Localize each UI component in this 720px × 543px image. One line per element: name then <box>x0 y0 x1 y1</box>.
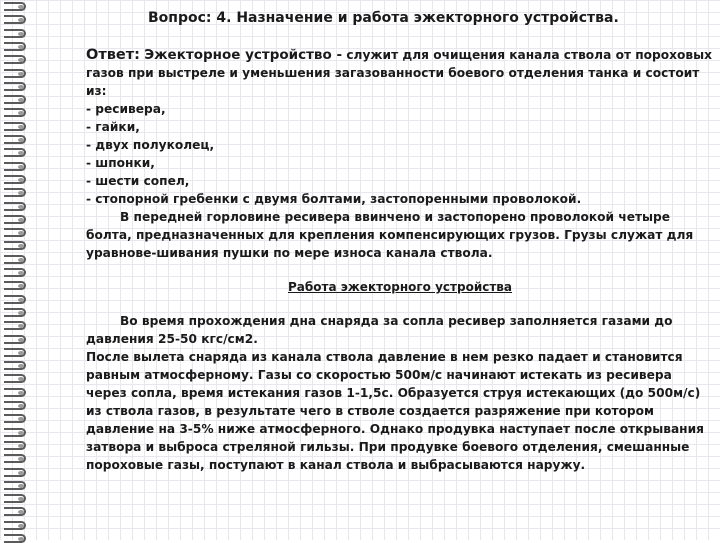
spiral-binding <box>0 0 40 540</box>
answer-lead: Эжекторное устройство - <box>144 47 343 63</box>
spiral-coil <box>4 69 26 78</box>
spiral-coil <box>4 228 26 237</box>
spiral-coil <box>4 534 26 543</box>
spiral-coil <box>4 481 26 490</box>
list-item: - стопорной гребенки с двумя болтами, застопоренными проволокой. <box>86 192 582 206</box>
spiral-coil <box>4 241 26 250</box>
spiral-coil <box>4 295 26 304</box>
spiral-coil <box>4 521 26 530</box>
spiral-coil <box>4 441 26 450</box>
spiral-coil <box>4 2 26 11</box>
spiral-coil <box>4 122 26 131</box>
spiral-coil <box>4 202 26 211</box>
spiral-coil <box>4 335 26 344</box>
work-paragraph-2: После вылета снаряда из канала ствола давление в нем резко падает и становится равным атмосферному. Газы со скоростью 500м/с начинают истекать из ресивера через сопла, время истекания газов 1-1,5с. Образуется струя истекающих (до 500м/с) из ствола газов, в результате чего в стволе создается разряжение при котором давление на 3-5% ниже атмосферного. Однако продувка наступает после открывания затвора и выброса стреляной гильзы. При продувке боевого отделения, смешанные пороховые газы, поступают в канал ствола и выбрасываются наружу. <box>86 350 704 472</box>
question-label: Вопрос: 4. <box>148 10 232 26</box>
spiral-coil <box>4 388 26 397</box>
list-item: - гайки, <box>86 120 140 134</box>
spiral-coil <box>4 401 26 410</box>
list-item: - шести сопел, <box>86 174 190 188</box>
list-item: - шпонки, <box>86 156 155 170</box>
question-text: Назначение и работа эжекторного устройства. <box>236 10 619 26</box>
spiral-coil <box>4 281 26 290</box>
spiral-coil <box>4 321 26 330</box>
spiral-coil <box>4 135 26 144</box>
question-heading <box>148 8 714 28</box>
spiral-coil <box>4 308 26 317</box>
spiral-coil <box>4 175 26 184</box>
spiral-coil <box>4 507 26 516</box>
receiver-paragraph: В передней горловине ресивера ввинчено и застопорено проволокой четыре болта, предназначенных для крепления компенсирующих грузов. Грузы служат для уравнове-шивания пушки по мере износа канала ствола. <box>86 210 694 260</box>
spiral-coil <box>4 268 26 277</box>
spiral-coil <box>4 82 26 91</box>
spiral-coil <box>4 428 26 437</box>
answer-intro: служит для очищения канала ствола от пороховых газов при выстреле и уменьшения загазованности боевого отделения танка и состоит из: <box>86 48 712 98</box>
spiral-coil <box>4 348 26 357</box>
list-item: - ресивера, <box>86 102 166 116</box>
document-body <box>86 8 714 474</box>
spiral-coil <box>4 414 26 423</box>
spiral-coil <box>4 29 26 38</box>
spiral-coil <box>4 55 26 64</box>
spiral-coil <box>4 454 26 463</box>
spiral-coil <box>4 148 26 157</box>
spiral-coil <box>4 162 26 171</box>
answer-paragraph <box>86 46 714 100</box>
spiral-coil <box>4 15 26 24</box>
work-paragraph-1: Во время прохождения дна снаряда за сопла ресивер заполняется газами до давления 25-50 кгс/см2. <box>86 314 673 346</box>
spiral-coil <box>4 215 26 224</box>
spiral-coil <box>4 42 26 51</box>
section-title: Работа эжекторного устройства <box>288 280 512 294</box>
spiral-coil <box>4 494 26 503</box>
spiral-coil <box>4 255 26 264</box>
spiral-coil <box>4 95 26 104</box>
parts-list <box>86 100 714 208</box>
spiral-coil <box>4 468 26 477</box>
spiral-coil <box>4 361 26 370</box>
list-item: - двух полуколец, <box>86 138 215 152</box>
spiral-coil <box>4 374 26 383</box>
spiral-coil <box>4 108 26 117</box>
spiral-coil <box>4 188 26 197</box>
answer-label: Ответ: <box>86 47 140 63</box>
